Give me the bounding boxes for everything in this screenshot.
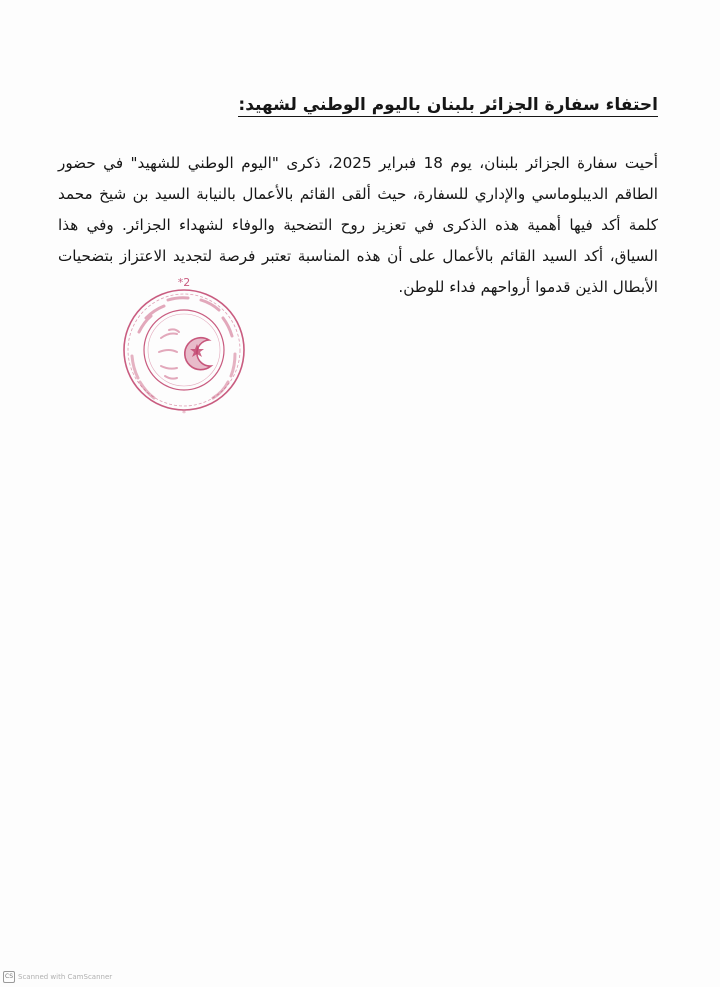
scanner-watermark-text: Scanned with CamScanner [18,973,113,981]
scanner-watermark [3,971,112,983]
embassy-seal-stamp-icon [113,270,255,422]
stamp-star-mark: *2 [177,276,191,289]
svg-text:*: * [182,409,186,418]
document-title-text: احتفاء سفارة الجزائر بلبنان باليوم الوطني لشهيد: [238,95,658,115]
document-paragraph: أحيت سفارة الجزائر بلبنان، يوم 18 فبراير 2025، ذكرى "اليوم الوطني للشهيد" في حضور الطاقم الديبلوماسي والإداري للسفارة، حيث ألقى القائم بالأعمال بالنيابة السيد بن شيخ محمد كلمة أكد فيها أهمية هذه الذكرى في تعزيز روح التضحية والوفاء لشهداء الجزائر. وفي هذا السياق، أكد السيد القائم بالأعمال على أن هذه المناسبة تعتبر فرصة لتجديد الاعتزاز بتضحيات الأبطال الذين قدموا أرواحهم فداء للوطن. [58,154,658,296]
camscanner-logo-icon: CS [3,971,15,983]
document-title [138,93,658,117]
